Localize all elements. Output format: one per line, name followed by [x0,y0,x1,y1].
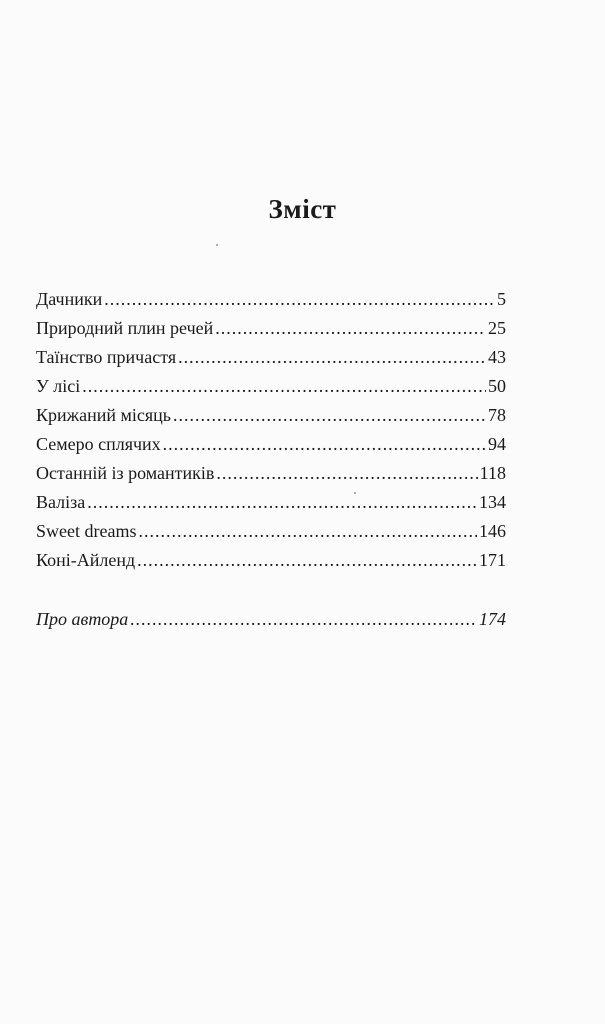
toc-entry-page: 174 [479,609,506,629]
toc-leader-dots [87,488,477,517]
page-title: Зміст [268,194,337,224]
toc-entry-page: 118 [479,463,506,483]
toc-entry-page: 94 [488,434,506,454]
toc-entry-page: 171 [479,550,506,570]
paper-speck [216,244,218,246]
toc-entry-title: Таїнство причастя [36,347,177,367]
toc-entry-about-author [36,605,506,634]
toc-entry [36,401,506,430]
toc-entry [36,285,506,314]
toc-entry-page: 5 [497,289,506,309]
toc-leader-dots [137,546,477,575]
toc-entry [36,430,506,459]
toc-leader-dots [178,343,486,372]
toc-entry-page: 43 [488,347,506,367]
toc-entry [36,372,506,401]
toc-entry-page: 134 [479,492,506,512]
toc-entry [36,314,506,343]
paper-speck [354,492,356,494]
toc-entry-title: Про автора [36,609,129,629]
toc-entry-title: Семеро сплячих [36,434,161,454]
toc-leader-dots [82,372,486,401]
table-of-contents [36,285,506,575]
toc-entry-title: У лісі [36,376,81,396]
toc-entry-title: Дачники [36,289,103,309]
toc-leader-dots [216,459,477,488]
toc-entry-page: 146 [479,521,506,541]
toc-entry-title: Коні-Айленд [36,550,136,570]
toc-entry [36,546,506,575]
toc-entry [36,517,506,546]
about-author-section [36,605,506,634]
toc-entry-title: Крижаний місяць [36,405,171,425]
toc-leader-dots [163,430,486,459]
toc-entry-title: Природний плин речей [36,318,214,338]
toc-leader-dots [215,314,486,343]
toc-leader-dots [104,285,495,314]
toc-entry-title: Sweet dreams [36,521,137,541]
toc-entry-title: Валіза [36,492,86,512]
toc-entry [36,343,506,372]
toc-leader-dots [138,517,477,546]
toc-entry [36,459,506,488]
toc-entry-page: 78 [488,405,506,425]
toc-entry [36,488,506,517]
toc-entry-page: 50 [488,376,506,396]
toc-leader-dots [130,605,477,634]
toc-leader-dots [173,401,486,430]
toc-entry-title: Останній із романтиків [36,463,215,483]
toc-entry-page: 25 [488,318,506,338]
